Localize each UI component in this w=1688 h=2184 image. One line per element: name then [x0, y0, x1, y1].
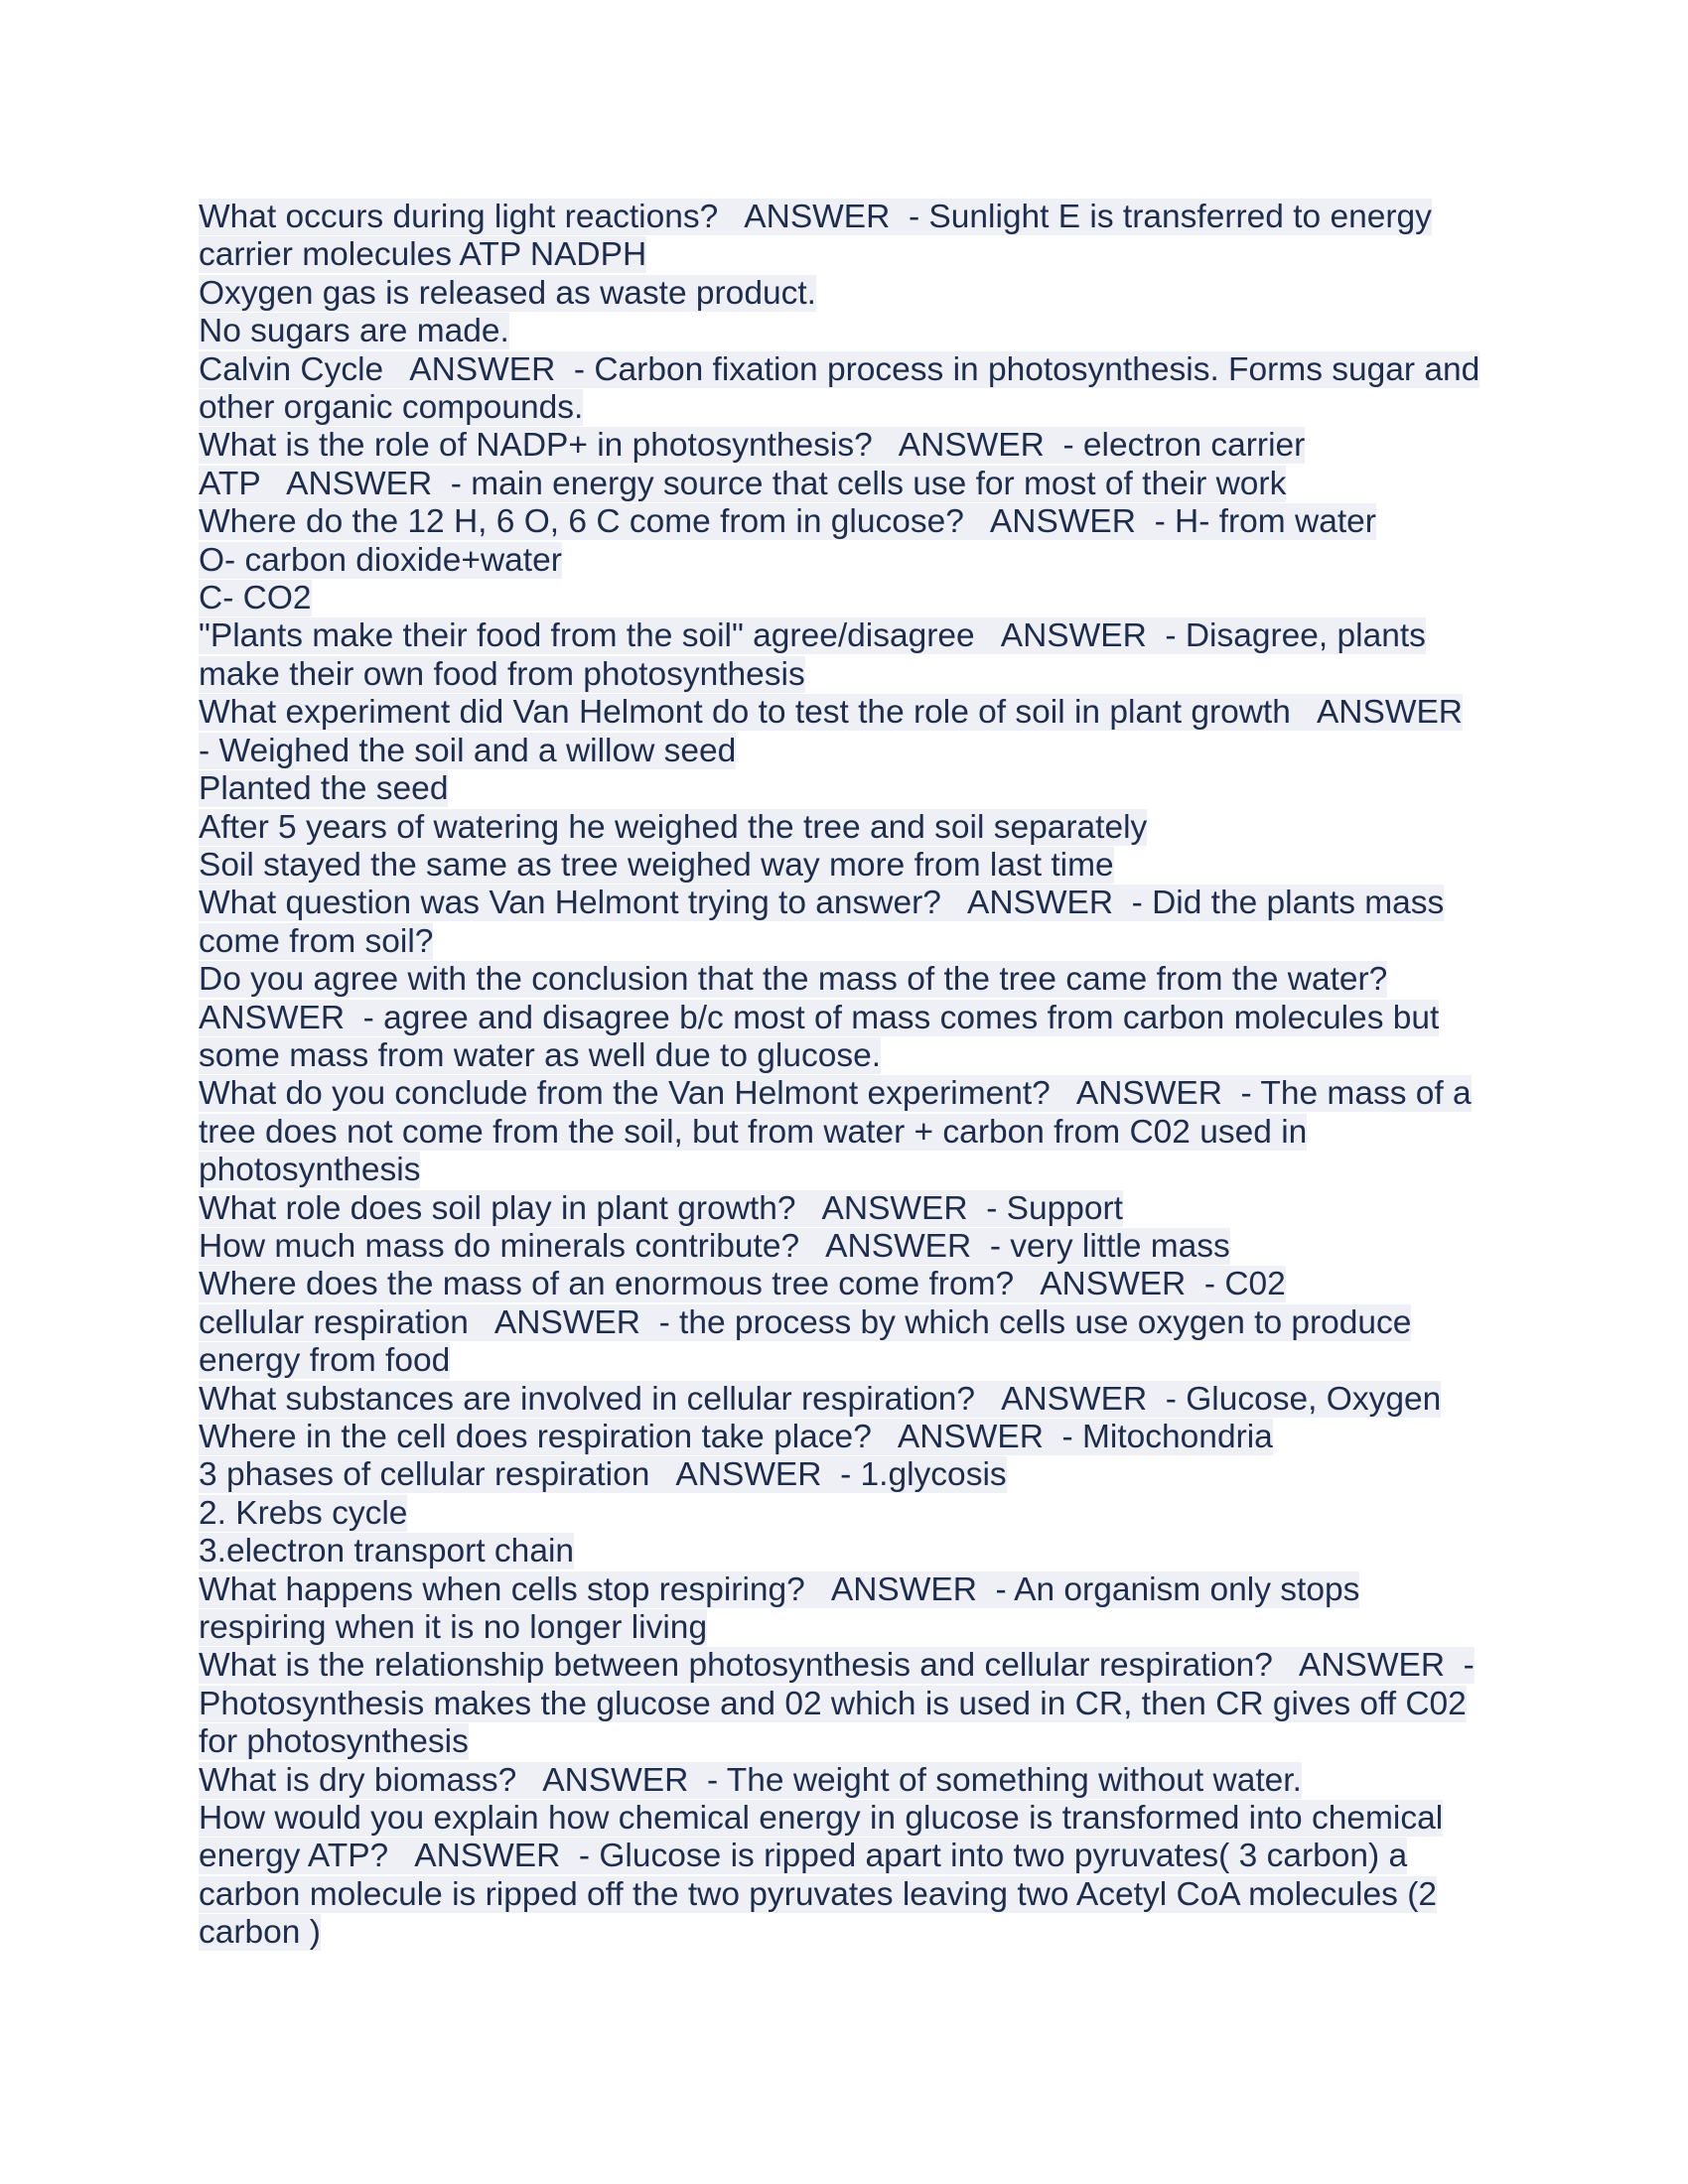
text-line: [199, 1762, 1489, 1800]
line-text: - Weighed the soil and a willow seed: [199, 732, 737, 769]
text-line: [199, 617, 1489, 655]
line-text: C- CO2: [199, 580, 312, 617]
text-line: [199, 1152, 1489, 1189]
text-line: [199, 351, 1489, 389]
text-line: [199, 427, 1489, 465]
text-line: [199, 1456, 1489, 1494]
line-text: What experiment did Van Helmont do to test the role of soil in plant growth ANSWER: [199, 694, 1463, 732]
text-line: [199, 1037, 1489, 1075]
text-line: [199, 580, 1489, 617]
line-text: How would you explain how chemical energy in glucose is transformed into chemical: [199, 1800, 1444, 1838]
text-line: [199, 1800, 1489, 1838]
text-line: [199, 1266, 1489, 1303]
line-text: What is the relationship between photosynthesis and cellular respiration? ANSWER -: [199, 1647, 1475, 1685]
line-text: carbon molecule is ripped off the two pyruvates leaving two Acetyl CoA molecules (2: [199, 1875, 1437, 1913]
line-text: Soil stayed the same as tree weighed way more from last time: [199, 846, 1114, 884]
line-text: After 5 years of watering he weighed the tree and soil separately: [199, 808, 1148, 846]
line-text: energy ATP? ANSWER - Glucose is ripped apart into two pyruvates( 3 carbon) a: [199, 1838, 1408, 1875]
text-line: [199, 1609, 1489, 1647]
line-text: carrier molecules ATP NADPH: [199, 236, 647, 274]
text-line: [199, 389, 1489, 427]
line-text: What is the role of NADP+ in photosynthesis? ANSWER - electron carrier: [199, 427, 1306, 465]
text-line: [199, 1647, 1489, 1685]
text-line: [199, 961, 1489, 999]
text-line: [199, 1686, 1489, 1723]
text-line: [199, 694, 1489, 732]
line-text: 2. Krebs cycle: [199, 1494, 408, 1532]
text-line: [199, 466, 1489, 503]
line-text: 3 phases of cellular respiration ANSWER - 1.glycosis: [199, 1456, 1007, 1494]
text-line: [199, 542, 1489, 580]
text-line: [199, 847, 1489, 885]
line-text: Where in the cell does respiration take place? ANSWER - Mitochondria: [199, 1419, 1273, 1455]
text-line: [199, 1533, 1489, 1570]
text-line: [199, 1114, 1489, 1152]
document-page: [199, 199, 1489, 1953]
line-text: other organic compounds.: [199, 389, 584, 427]
line-text: cellular respiration ANSWER - the process by which cells use oxygen to produce: [199, 1303, 1412, 1341]
line-text: photosynthesis: [199, 1152, 421, 1189]
text-line: [199, 275, 1489, 313]
line-text: Do you agree with the conclusion that the mass of the tree came from the water?: [199, 961, 1388, 999]
text-line: [199, 656, 1489, 694]
line-text: How much mass do minerals contribute? ANSWER - very little mass: [199, 1227, 1230, 1265]
line-text: some mass from water as well due to glucose.: [199, 1036, 882, 1074]
line-text: What occurs during light reactions? ANSWER - Sunlight E is transferred to energy: [199, 199, 1432, 235]
text-line: [199, 885, 1489, 922]
line-text: What happens when cells stop respiring? ANSWER - An organism only stops: [199, 1570, 1360, 1608]
line-text: ATP ANSWER - main energy source that cells use for most of their work: [199, 465, 1287, 502]
line-text: No sugars are made.: [199, 313, 509, 350]
text-line: [199, 1876, 1489, 1914]
line-text: Planted the seed: [199, 770, 449, 808]
text-line: [199, 313, 1489, 350]
text-line: [199, 923, 1489, 961]
text-line: [199, 733, 1489, 770]
text-line: [199, 1723, 1489, 1761]
text-line: [199, 809, 1489, 847]
line-text: What role does soil play in plant growth? ANSWER - Support: [199, 1189, 1123, 1227]
text-line: [199, 1495, 1489, 1533]
line-text: O- carbon dioxide+water: [199, 541, 562, 579]
text-line: [199, 1419, 1489, 1456]
text-line: [199, 1571, 1489, 1609]
text-line: [199, 503, 1489, 541]
text-line: [199, 199, 1489, 236]
text-line: [199, 1838, 1489, 1875]
line-text: carbon ): [199, 1914, 321, 1952]
text-line: [199, 1381, 1489, 1419]
line-text: come from soil?: [199, 922, 434, 960]
text-line: [199, 1914, 1489, 1952]
line-text: Oxygen gas is released as waste product.: [199, 274, 816, 312]
text-line: [199, 1075, 1489, 1113]
text-line: [199, 1000, 1489, 1037]
line-text: 3.electron transport chain: [199, 1533, 575, 1570]
line-text: Where does the mass of an enormous tree come from? ANSWER - C02: [199, 1266, 1286, 1303]
line-text: Where do the 12 H, 6 O, 6 C come from in glucose? ANSWER - H- from water: [199, 503, 1376, 541]
line-text: energy from food: [199, 1342, 451, 1380]
line-text: for photosynthesis: [199, 1723, 469, 1761]
line-text: "Plants make their food from the soil" agree/disagree ANSWER - Disagree, plants: [199, 617, 1426, 655]
line-text: What substances are involved in cellular respiration? ANSWER - Glucose, Oxygen: [199, 1380, 1442, 1418]
line-text: make their own food from photosynthesis: [199, 655, 805, 693]
line-text: ANSWER - agree and disagree b/c most of mass comes from carbon molecules but: [199, 999, 1440, 1036]
text-line: [199, 770, 1489, 808]
text-line: [199, 1304, 1489, 1342]
line-text: What is dry biomass? ANSWER - The weight of something without water.: [199, 1761, 1302, 1799]
text-line: [199, 1342, 1489, 1380]
text-line: [199, 1228, 1489, 1266]
line-text: tree does not come from the soil, but from water + carbon from C02 used in: [199, 1113, 1308, 1151]
line-text: What do you conclude from the Van Helmont experiment? ANSWER - The mass of a: [199, 1075, 1472, 1113]
text-line: [199, 1190, 1489, 1228]
line-text: Calvin Cycle ANSWER - Carbon fixation process in photosynthesis. Forms sugar and: [199, 350, 1480, 388]
line-text: respiring when it is no longer living: [199, 1609, 708, 1647]
text-line: [199, 236, 1489, 274]
line-text: What question was Van Helmont trying to answer? ANSWER - Did the plants mass: [199, 885, 1445, 922]
line-text: Photosynthesis makes the glucose and 02 which is used in CR, then CR gives off C02: [199, 1685, 1467, 1722]
